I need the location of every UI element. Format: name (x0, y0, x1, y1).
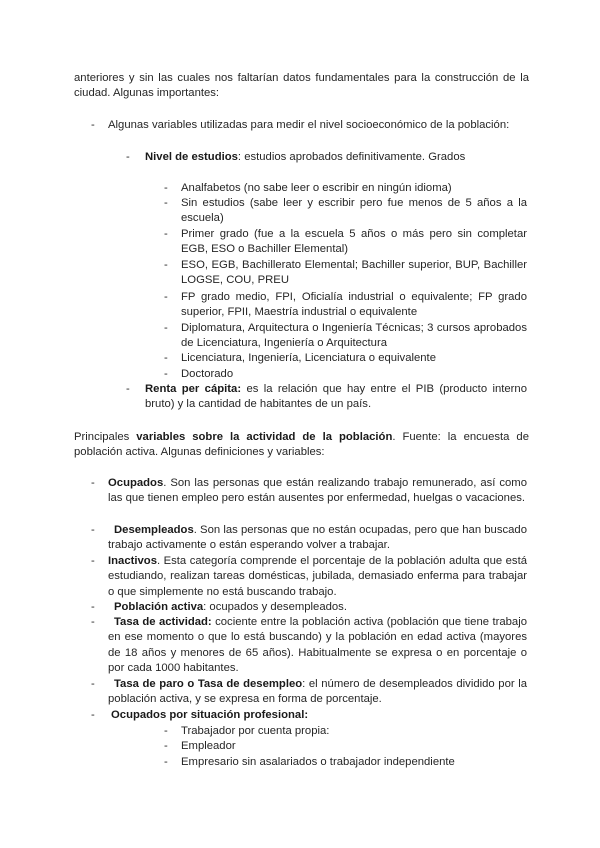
list-item-grado (164, 227, 527, 258)
list-item-grado (164, 367, 527, 382)
intro-paragraph: anteriores y sin las cuales nos faltarían datos fundamentales para la construcción de la ciudad. Algunas importantes: (74, 72, 529, 100)
bullet-dash: - (91, 601, 95, 613)
bullet-dash: - (91, 678, 95, 690)
list-item-tasa-paro (91, 677, 527, 708)
list-item-variables (91, 118, 527, 133)
grado-text: Primer grado (fue a la escuela 5 años o más pero sin completar EGB, ESO o Bachiller Elemental) (181, 228, 527, 256)
definition-text: cociente entre la población activa (población que tiene trabajo en ese momento o que lo está buscando) y la población en edad activa (mayores de 18 años y menores de 65 años). Habitualmente se expresa o en porcentaje o por cada 1000 habitantes. (108, 616, 527, 674)
bullet-dash: - (164, 197, 168, 209)
section2-intro (74, 430, 529, 461)
bullet-dash: - (164, 228, 168, 240)
grado-text: FP grado medio, FPI, Oficialía industrial o equivalente; FP grado superior, FPII, Maestría industrial o equivalente (181, 291, 527, 319)
list-item-situacion (164, 739, 527, 754)
bullet-dash: - (164, 725, 168, 737)
definition-title: Desempleados (114, 524, 194, 536)
list-item-grado (164, 321, 527, 352)
definition-title: Inactivos (108, 555, 157, 567)
list-item-situacion (164, 724, 527, 739)
list-item-grado (164, 181, 527, 196)
definition-title: Tasa de paro o Tasa de desempleo (114, 678, 303, 690)
definition-title: Población activa (114, 601, 204, 613)
bullet-dash: - (126, 383, 130, 395)
bullet-dash: - (164, 291, 168, 303)
situacion-text: Trabajador por cuenta propia: (181, 725, 330, 737)
bullet-dash: - (126, 151, 130, 163)
list-item-grado (164, 351, 527, 366)
renta-title: Renta per cápita: (145, 383, 242, 395)
definition-text: : ocupados y desempleados. (203, 601, 347, 613)
bullet-dash: - (164, 259, 168, 271)
bullet-dash: - (91, 119, 95, 131)
bullet-dash: - (91, 524, 95, 536)
renta-text: es la relación que hay entre el PIB (producto interno bruto) y la cantidad de habitantes de un país. (145, 383, 527, 411)
bullet-dash: - (91, 709, 95, 721)
bullet-dash: - (164, 368, 168, 380)
list-item-renta (126, 382, 527, 413)
list-item-inactivos (91, 554, 527, 600)
bullet-dash: - (91, 555, 95, 567)
situacion-text: Empresario sin asalariados o trabajador independiente (181, 756, 455, 768)
list-item-poblacion-activa (91, 600, 527, 615)
list-item-grado (164, 258, 527, 289)
nivel-estudios-title: Nivel de estudios (145, 151, 238, 163)
bullet-dash: - (164, 756, 168, 768)
bullet-dash: - (164, 352, 168, 364)
definition-text: : el número de desempleados dividido por la población activa, y se expresa en forma de porcentaje. (108, 678, 527, 706)
grado-text: Analfabetos (no sabe leer o escribir en ningún idioma) (181, 182, 452, 194)
list-item-tasa-actividad (91, 615, 527, 676)
situacion-text: Empleador (181, 740, 236, 752)
grado-text: Diplomatura, Arquitectura o Ingeniería Técnicas; 3 cursos aprobados de Licenciatura, Ingeniería o Arquitectura (181, 322, 527, 350)
definition-text: . Son las personas que están realizando trabajo remunerado, así como las que tienen empleo pero están ausentes por enfermedad, huelgas o vacaciones. (108, 477, 527, 505)
grado-text: Doctorado (181, 368, 234, 380)
definition-text: . Esta categoría comprende el porcentaje de la población adulta que está estudiando, realizan tareas domésticas, jubilada, demasiado enferma para trabajar o que simplemente no está buscando trabajo. (108, 555, 527, 598)
definition-title: Tasa de actividad: (114, 616, 212, 628)
list-item-grado (164, 290, 527, 321)
list-item-ocupados (91, 476, 527, 507)
list-item-situacion (164, 755, 527, 770)
bullet-dash: - (164, 322, 168, 334)
nivel-estudios-text: : estudios aprobados definitivamente. Grados (237, 151, 466, 163)
variables-text: Algunas variables utilizadas para medir el nivel socioeconómico de la población: (108, 119, 510, 131)
bullet-dash: - (164, 740, 168, 752)
bullet-dash: - (91, 616, 95, 628)
bullet-dash: - (164, 182, 168, 194)
section2-intro-text: . Fuente: la encuesta de población activa. Algunas definiciones y variables: (74, 431, 529, 459)
section2-intro-bold: variables sobre la actividad de la población (136, 431, 393, 443)
section2-intro-text: Principales (74, 431, 137, 443)
definition-title: Ocupados (108, 477, 164, 489)
list-item-situacion-profesional (91, 708, 527, 723)
bullet-dash: - (91, 477, 95, 489)
list-item-nivel-estudios (126, 150, 527, 165)
definition-text: . Son las personas que no están ocupadas, pero que han buscado trabajo activamente o están esperando volver a trabajar. (108, 524, 527, 552)
grado-text: Licenciatura, Ingeniería, Licenciatura o equivalente (181, 352, 436, 364)
definition-title: Ocupados por situación profesional: (111, 709, 309, 721)
grado-text: Sin estudios (sabe leer y escribir pero fue menos de 5 años a la escuela) (181, 197, 527, 225)
grado-text: ESO, EGB, Bachillerato Elemental; Bachiller superior, BUP, Bachiller LOGSE, COU, PREU (181, 259, 527, 287)
list-item-grado (164, 196, 527, 227)
list-item-desempleados (91, 523, 527, 554)
